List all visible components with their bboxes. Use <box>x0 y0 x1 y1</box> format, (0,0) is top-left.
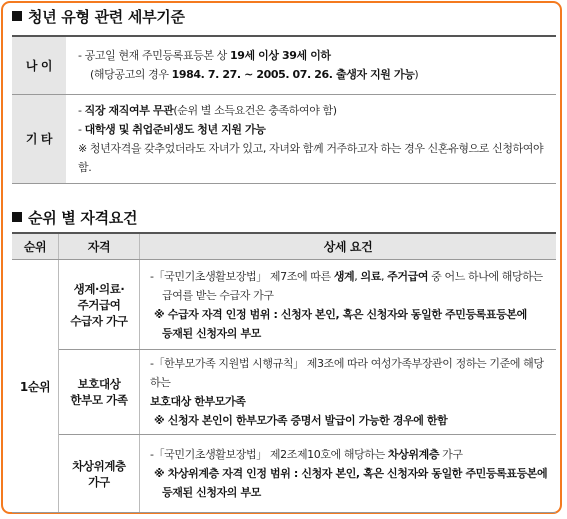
square-bullet-icon <box>12 212 22 222</box>
other-line-1: - 직장 재직여부 무관(순위 별 소득요건은 충족하여야 함) <box>78 103 337 117</box>
age-criteria <box>66 36 556 94</box>
other-note: ※ 청년자격을 갖추었더라도 자녀가 있고, 자녀와 함께 거주하고자 하는 경우 신혼유형으로 신청하여야 함. <box>78 141 544 174</box>
square-bullet-icon <box>12 11 22 21</box>
table-row <box>12 36 556 94</box>
qualification-single-parent: 보호대상 한부모 가족 <box>59 350 140 435</box>
rank-criteria-table <box>12 232 556 513</box>
header-details: 상세 요건 <box>140 233 557 260</box>
detail-near-poverty: -「국민기초생활보장법」 제2조제10호에 해당하는 차상위계층 가구 ※ 차상위계층 자격 인정 범위 : 신청자 본인, 혹은 신청자와 동일한 주민등록표등본에 등재된 신청자의 부모 <box>140 435 557 513</box>
table-row <box>12 350 556 435</box>
table-header-row <box>12 233 556 260</box>
qualification-welfare-recipient: 생계·의료· 주거급여 수급자 가구 <box>59 260 140 350</box>
other-criteria <box>66 94 556 183</box>
section-title-youth-criteria: 청년 유형 관련 세부기준 <box>12 6 185 27</box>
other-line-2: - 대학생 및 취업준비생도 청년 지원 가능 <box>78 122 266 136</box>
age-line-2: (해당공고의 경우 1984. 7. 27. ~ 2005. 07. 26. 출생자 지원 가능) <box>90 68 419 82</box>
detail-welfare-recipient: -「국민기초생활보장법」 제7조에 따른 생계, 의료, 주거급여 중 어느 하나에 해당하는 급여를 받는 수급자 가구 ※ 수급자 자격 인정 범위 : 신청자 본인, 혹은 신청자와 동일한 주민등록표등본에 등재된 신청자의 부모 <box>140 260 557 350</box>
table-row <box>12 94 556 183</box>
section-title-rank-criteria: 순위 별 자격요건 <box>12 207 137 228</box>
table-row <box>12 435 556 513</box>
table-row <box>12 260 556 350</box>
header-qualification: 자격 <box>59 233 140 260</box>
row-label-other: 기 타 <box>12 94 66 183</box>
youth-criteria-table <box>12 35 556 184</box>
rank-cell: 1순위 <box>12 260 59 513</box>
row-label-age: 나 이 <box>12 36 66 94</box>
age-line-1: - 공고일 현재 주민등록표등본 상 19세 이상 39세 이하 <box>78 49 331 63</box>
qualification-near-poverty: 차상위계층 가구 <box>59 435 140 513</box>
header-rank: 순위 <box>12 233 59 260</box>
detail-single-parent: -「한부모가족 지원법 시행규칙」 제3조에 따라 여성가족부장관이 정하는 기준에 해당하는 보호대상 한부모가족 ※ 신청자 본인이 한부모가족 증명서 발급이 가능한 경우에 한함 <box>140 350 557 435</box>
